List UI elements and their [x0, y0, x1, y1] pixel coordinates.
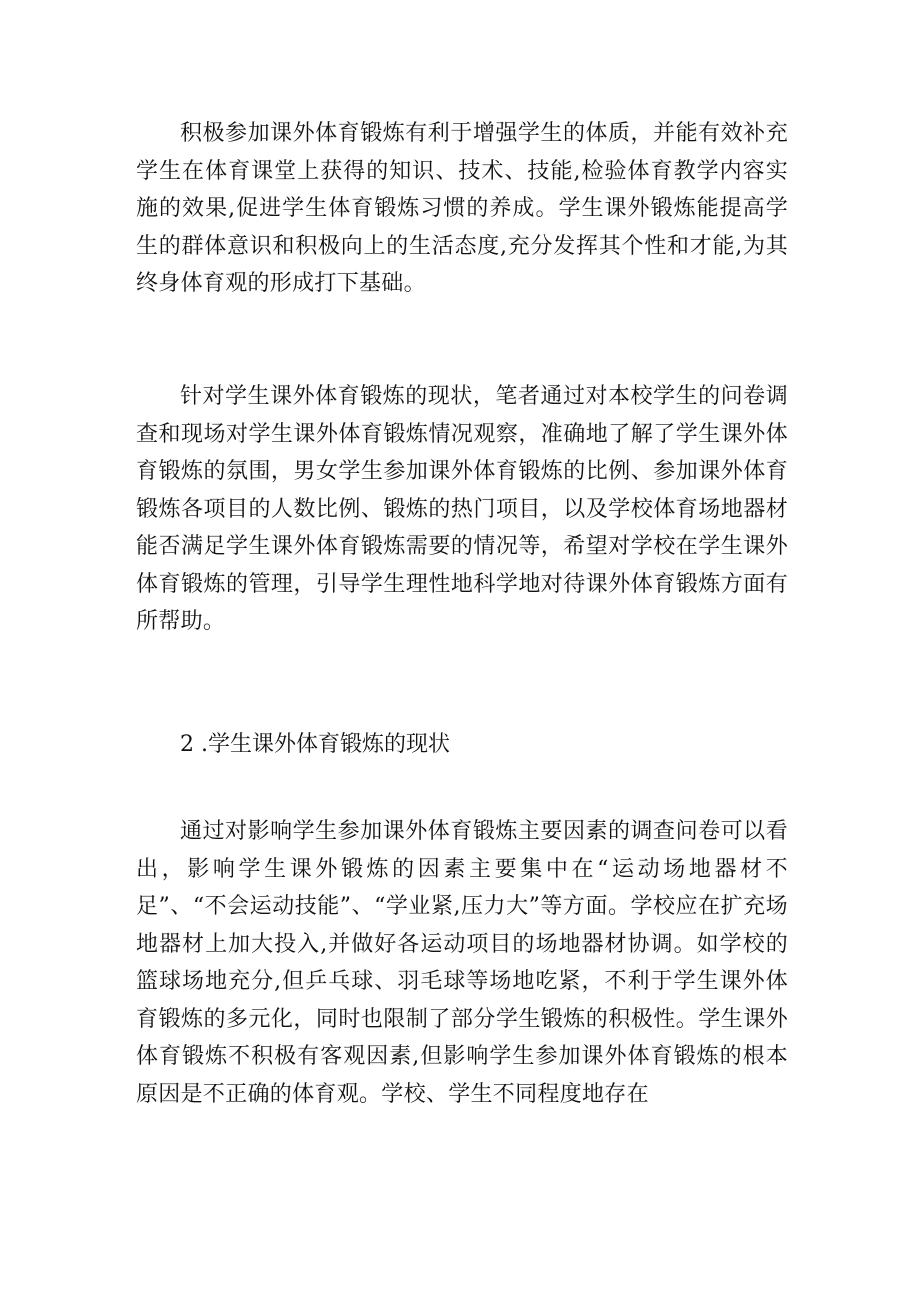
paragraph-influencing-factors: 通过对影响学生参加课外体育锻炼主要因素的调查问卷可以看出，影响学生课外锻炼的因素主要集中在“运动场地器材不足”、“不会运动技能”、“学业紧,压力大”等方面。学校应在扩充场地器材上加大投入,并做好各运动项目的场地器材协调。如学校的篮球场地充分,但乒乓球、羽毛球等场地吃紧，不利于学生课外体育锻炼的多元化，同时也限制了部分学生锻炼的积极性。学生课外体育锻炼不积极有客观因素,但影响学生参加课外体育锻炼的根本原因是不正确的体育观。学校、学生不同程度地存在	[136, 819, 788, 1107]
paragraph-benefits: 积极参加课外体育锻炼有利于增强学生的体质，并能有效补充学生在体育课堂上获得的知识、技术、技能,检验体育教学内容实施的效果,促进学生体育锻炼习惯的养成。学生课外锻炼能提高学生的群体意识和积极向上的生活态度,充分发挥其个性和才能,为其终身体育观的形成打下基础。	[136, 121, 788, 296]
paragraph-survey-purpose: 针对学生课外体育锻炼的现状，笔者通过对本校学生的问卷调查和现场对学生课外体育锻炼情况观察，准确地了解了学生课外体育锻炼的氛围，男女学生参加课外体育锻炼的比例、参加课外体育锻炼各项目的人数比例、锻炼的热门项目，以及学校体育场地器材能否满足学生课外体育锻炼需要的情况等，希望对学校在学生课外体育锻炼的管理，引导学生理性地科学地对待课外体育锻炼方面有所帮助。	[136, 384, 788, 634]
section-heading-current-status: 2 .学生课外体育锻炼的现状	[180, 732, 450, 757]
